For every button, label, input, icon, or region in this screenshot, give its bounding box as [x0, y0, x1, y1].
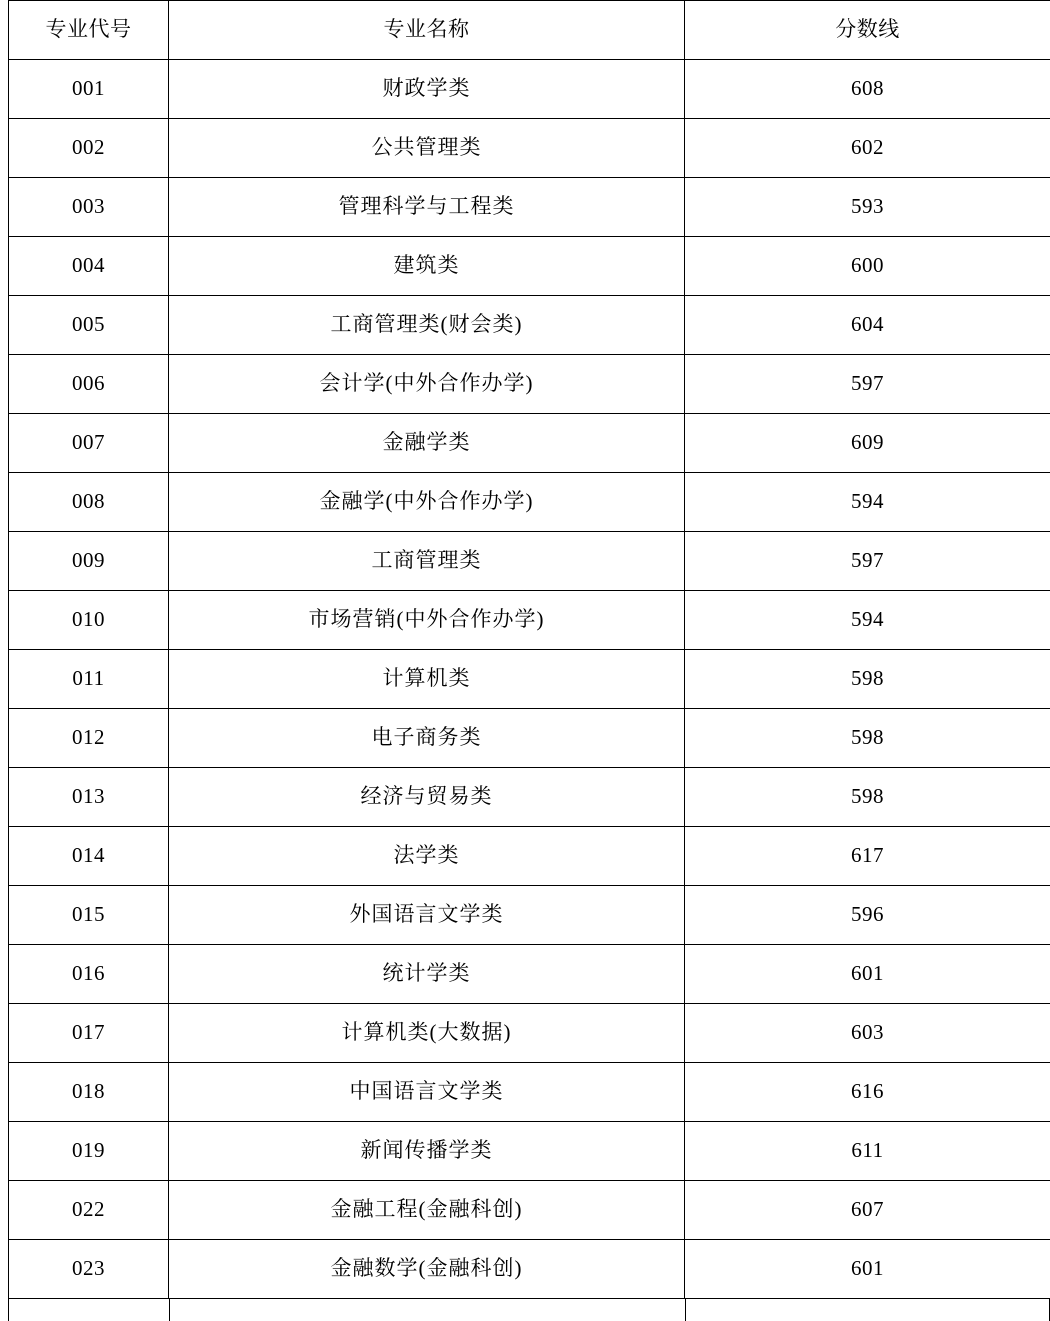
cell-major-name: 金融学(中外合作办学)	[169, 473, 685, 532]
table-row	[9, 945, 1050, 1004]
cell-major-name: 工商管理类	[169, 532, 685, 591]
cell-major-name: 会计学(中外合作办学)	[169, 355, 685, 414]
table-row	[9, 414, 1050, 473]
cell-major-name: 金融工程(金融科创)	[169, 1181, 685, 1240]
table-row	[9, 296, 1050, 355]
cell-major-name: 外国语言文学类	[169, 886, 685, 945]
cell-major-code: 008	[9, 473, 169, 532]
cell-major-name: 计算机类	[169, 650, 685, 709]
cell-major-code: 009	[9, 532, 169, 591]
table-row	[9, 532, 1050, 591]
cell-score-line: 608	[685, 60, 1050, 119]
cell-score-line: 598	[685, 709, 1050, 768]
cell-major-code: 002	[9, 119, 169, 178]
cell-major-code: 023	[9, 1240, 169, 1299]
cell-major-name: 新闻传播学类	[169, 1122, 685, 1181]
cell-score-line: 594	[685, 473, 1050, 532]
table-row	[9, 1063, 1050, 1122]
column-header-major-code: 专业代号	[9, 1, 169, 60]
cell-major-name: 公共管理类	[169, 119, 685, 178]
table-row	[9, 827, 1050, 886]
table-row	[9, 1122, 1050, 1181]
cell-major-name: 管理科学与工程类	[169, 178, 685, 237]
cell-major-code: 005	[9, 296, 169, 355]
table-row	[9, 1181, 1050, 1240]
cell-major-code: 019	[9, 1122, 169, 1181]
cell-major-code: 013	[9, 768, 169, 827]
table-row	[9, 355, 1050, 414]
cell-major-name: 金融数学(金融科创)	[169, 1240, 685, 1299]
cell-major-name: 金融学类	[169, 414, 685, 473]
cell-score-line: 601	[685, 945, 1050, 1004]
cell-major-name: 计算机类(大数据)	[169, 1004, 685, 1063]
cell-score-line: 607	[685, 1181, 1050, 1240]
table-row	[9, 591, 1050, 650]
cell-score-line: 597	[685, 355, 1050, 414]
cell-major-code: 015	[9, 886, 169, 945]
cell-score-line: 603	[685, 1004, 1050, 1063]
column-header-major-name: 专业名称	[169, 1, 685, 60]
cell-major-name: 法学类	[169, 827, 685, 886]
cell-score-line: 611	[685, 1122, 1050, 1181]
cell-score-line: 594	[685, 591, 1050, 650]
cell-major-code: 022	[9, 1181, 169, 1240]
table-bottom-stub	[8, 1299, 1050, 1321]
cell-score-line: 597	[685, 532, 1050, 591]
cell-major-name: 工商管理类(财会类)	[169, 296, 685, 355]
table-row	[9, 237, 1050, 296]
stub-divider-left	[169, 1299, 170, 1321]
cell-major-code: 014	[9, 827, 169, 886]
cell-major-code: 011	[9, 650, 169, 709]
cell-major-code: 010	[9, 591, 169, 650]
column-header-score-line: 分数线	[685, 1, 1050, 60]
table-row	[9, 119, 1050, 178]
table-body	[9, 60, 1050, 1299]
table-row	[9, 886, 1050, 945]
cell-score-line: 609	[685, 414, 1050, 473]
cell-major-name: 建筑类	[169, 237, 685, 296]
table-row	[9, 709, 1050, 768]
cell-major-name: 中国语言文学类	[169, 1063, 685, 1122]
cell-major-name: 财政学类	[169, 60, 685, 119]
cell-major-code: 018	[9, 1063, 169, 1122]
cell-score-line: 596	[685, 886, 1050, 945]
cell-score-line: 598	[685, 768, 1050, 827]
cell-score-line: 602	[685, 119, 1050, 178]
cell-major-name: 经济与贸易类	[169, 768, 685, 827]
cell-major-code: 012	[9, 709, 169, 768]
table-header-row	[9, 1, 1050, 60]
cell-score-line: 604	[685, 296, 1050, 355]
cell-major-code: 006	[9, 355, 169, 414]
cell-major-code: 004	[9, 237, 169, 296]
major-score-table	[8, 0, 1050, 1299]
cell-major-name: 统计学类	[169, 945, 685, 1004]
cell-score-line: 593	[685, 178, 1050, 237]
table-row	[9, 1240, 1050, 1299]
table-row	[9, 650, 1050, 709]
cell-score-line: 601	[685, 1240, 1050, 1299]
table-row	[9, 473, 1050, 532]
cell-major-code: 016	[9, 945, 169, 1004]
stub-divider-right	[685, 1299, 686, 1321]
table-row	[9, 1004, 1050, 1063]
cell-major-code: 007	[9, 414, 169, 473]
table-row	[9, 60, 1050, 119]
cell-major-code: 001	[9, 60, 169, 119]
cell-major-name: 电子商务类	[169, 709, 685, 768]
cell-score-line: 617	[685, 827, 1050, 886]
table-row	[9, 768, 1050, 827]
table-row	[9, 178, 1050, 237]
cell-score-line: 598	[685, 650, 1050, 709]
table-header	[9, 1, 1050, 60]
cell-major-code: 017	[9, 1004, 169, 1063]
cell-score-line: 616	[685, 1063, 1050, 1122]
cell-major-code: 003	[9, 178, 169, 237]
cell-score-line: 600	[685, 237, 1050, 296]
cell-major-name: 市场营销(中外合作办学)	[169, 591, 685, 650]
